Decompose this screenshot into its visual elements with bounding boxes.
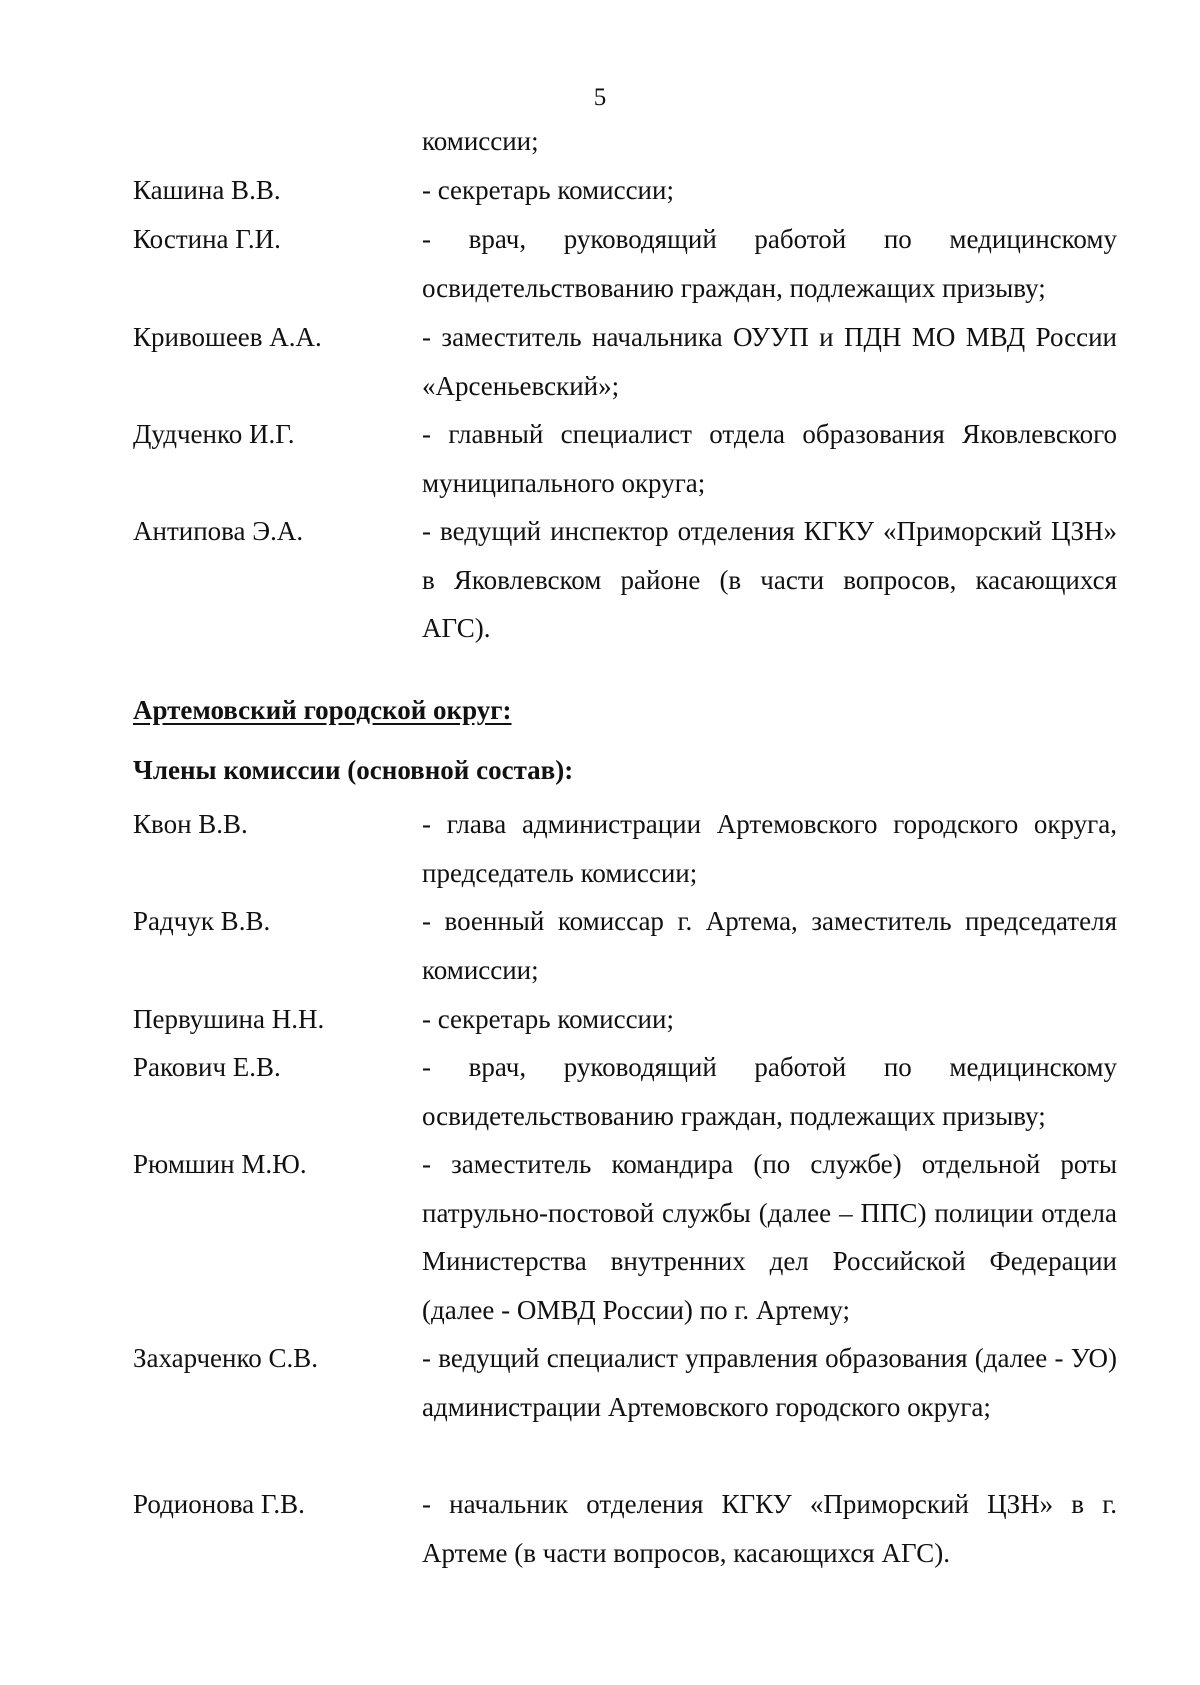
member-name: Дудченко И.Г. [133, 419, 295, 449]
member-name: Кашина В.В. [133, 175, 281, 205]
member-role: - военный комиссар г. Артема, заместитель председателя комиссии; [422, 906, 1117, 985]
member-role: - заместитель начальника ОУУП и ПДН МО МВД России «Арсеньевский»; [422, 322, 1117, 401]
member-name: Захарченко С.В. [133, 1343, 318, 1373]
member-name: Рюмшин М.Ю. [133, 1149, 307, 1179]
member-role: - врач, руководящий работой по медицинскому освидетельствованию граждан, подлежащих призыву; [422, 1052, 1117, 1131]
member-role: - начальник отделения КГКУ «Приморский ЦЗН» в г. Артеме (в части вопросов, касающихся АГС). [422, 1489, 1117, 1568]
member-name: Костина Г.И. [133, 224, 281, 254]
member-role: - секретарь комиссии; [422, 1004, 674, 1034]
section-subtitle: Члены комиссии (основной состав): [133, 755, 574, 785]
member-name: Ракович Е.В. [133, 1052, 281, 1082]
member-name: Кривошеев А.А. [133, 322, 322, 352]
member-role: - ведущий инспектор отделения КГКУ «Приморский ЦЗН» в Яковлевском районе (в части вопросов, касающихся АГС). [422, 516, 1117, 643]
member-name: Радчук В.В. [133, 906, 271, 936]
page-number: 5 [593, 84, 607, 111]
member-name: Родионова Г.В. [133, 1489, 305, 1519]
member-role: - ведущий специалист управления образования (далее - УО) администрации Артемовского городского округа; [422, 1343, 1117, 1422]
member-role: - глава администрации Артемовского городского округа, председатель комиссии; [422, 809, 1117, 888]
member-role: - главный специалист отдела образования Яковлевского муниципального округа; [422, 419, 1117, 498]
member-role: комиссии; [422, 126, 539, 156]
member-name: Квон В.В. [133, 809, 248, 839]
section-title: Артемовский городской округ: [133, 695, 512, 725]
member-name: Антипова Э.А. [133, 516, 304, 546]
member-role: - секретарь комиссии; [422, 175, 674, 205]
member-name: Первушина Н.Н. [133, 1004, 325, 1034]
member-role: - заместитель командира (по службе) отдельной роты патрульно-постовой службы (далее – ППС) полиции отдела Министерства внутренних дел Российской Федерации (далее - ОМВД России) по г. Артему; [422, 1149, 1117, 1325]
member-role: - врач, руководящий работой по медицинскому освидетельствованию граждан, подлежащих призыву; [422, 224, 1117, 303]
